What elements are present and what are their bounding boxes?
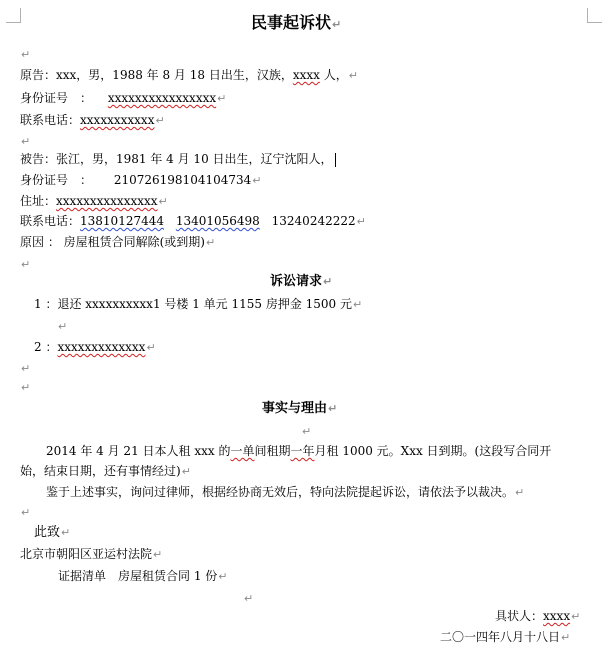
facts-paragraph-1-line-1: 2014 年 4 月 21 日本人租 xxx 的一单间租期一年月租 1000 元。Xxx 日到期。(这段写合同开 (46, 444, 552, 458)
blank-line: ↵ (21, 506, 31, 519)
facts-heading: 事实与理由↵ (262, 401, 338, 416)
defendant-phone-1: 13810127444 (80, 214, 164, 228)
plaintiff-origin: xxxx (292, 68, 320, 82)
blank-line: ↵ (21, 48, 31, 61)
court-name: 北京市朝阳区亚运村法院↵ (20, 547, 163, 561)
blank-line: ↵ (21, 362, 31, 375)
salutation: 此致↵ (34, 525, 71, 540)
defendant-line: 被告：张江，男，1981 年 4 月 10 日出生，辽宁沈阳人， (20, 151, 336, 167)
blank-line: ↵ (302, 425, 312, 438)
signer-value: xxxx (543, 609, 571, 623)
blank-line: ↵ (21, 135, 31, 148)
defendant-phone-2: 13401056498 (175, 214, 260, 228)
claim-item-2: 2 ：xxxxxxxxxxxxx↵ (34, 340, 156, 354)
defendant-address-line: 住址：xxxxxxxxxxxxxxx↵ (20, 194, 168, 208)
claims-heading: 诉讼请求↵ (270, 274, 333, 289)
blank-line: ↵ (21, 258, 31, 271)
signer-line: 具状人：xxxx↵ (495, 609, 581, 623)
blank-line: ↵ (244, 592, 254, 605)
defendant-id-value: 210726198104104734 (113, 173, 252, 187)
text-cursor (335, 153, 336, 167)
document-date: 二〇一四年八月十八日↵ (440, 630, 571, 644)
page-corner-top-left (6, 8, 21, 23)
plaintiff-id-line: 身份证号 ： xxxxxxxxxxxxxxxx↵ (20, 91, 227, 105)
evidence-list: 证据清单 房屋租赁合同 1 份↵ (58, 569, 228, 583)
plaintiff-phone-value: xxxxxxxxxxx (80, 113, 155, 127)
defendant-phone-line: 联系电话：13810127444 13401056498 13240242222↵ (20, 214, 366, 228)
claim-item-2-value: xxxxxxxxxxxxx (57, 340, 146, 354)
facts-paragraph-1-line-2: 始，结束日期，还有事情经过)↵ (20, 464, 191, 478)
blank-line: ↵ (58, 320, 68, 333)
facts-paragraph-2: 鉴于上述事实，询问过律师，根据经协商无效后，特向法院提起诉讼，请依法予以裁决。↵ (46, 485, 525, 499)
defendant-id-line: 身份证号 ： 210726198104104734↵ (20, 173, 262, 187)
document-title: 民事起诉状↵ (251, 13, 342, 32)
claim-item-1: 1 ：退还 xxxxxxxxxx1 号楼 1 单元 1155 房押金 1500 元↵ (34, 297, 363, 311)
defendant-address-value: xxxxxxxxxxxxxxx (56, 194, 158, 208)
page-corner-top-right (587, 8, 602, 23)
defendant-phone-3: 13240242222 (271, 214, 356, 228)
plaintiff-id-value: xxxxxxxxxxxxxxxx (107, 91, 217, 105)
plaintiff-phone-line: 联系电话：xxxxxxxxxxx↵ (20, 113, 165, 127)
blank-line: ↵ (21, 381, 31, 394)
plaintiff-line: 原告：xxx，男，1988 年 8 月 18 日出生，汉族，xxxx 人，↵ (20, 68, 358, 82)
cause-line: 原因 ： 房屋租赁合同解除(或到期)↵ (20, 235, 216, 249)
